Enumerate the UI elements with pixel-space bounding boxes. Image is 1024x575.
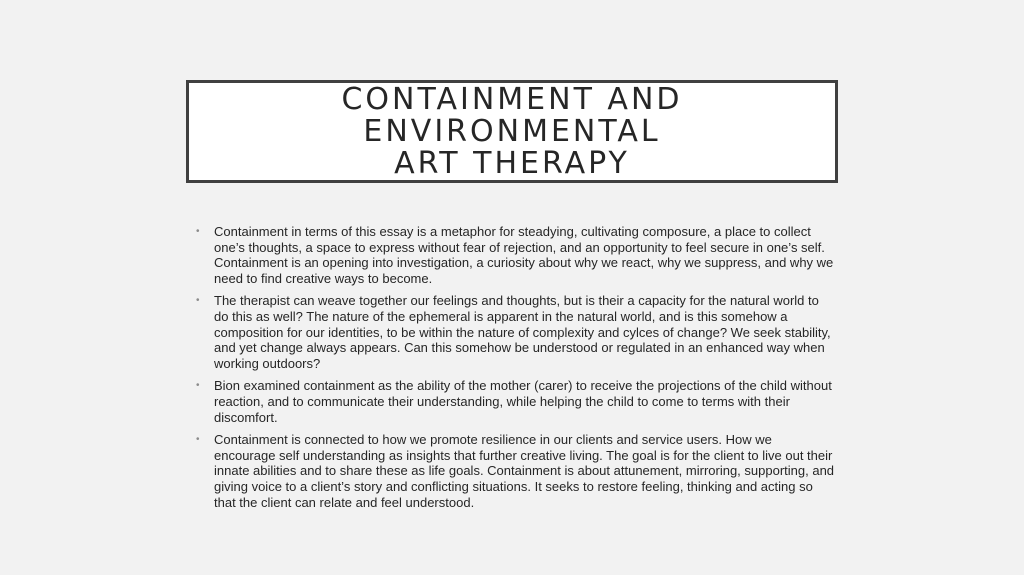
- bullet-text: Containment is connected to how we promote resilience in our clients and service users. How we encourage self understanding as insights that further creative living. The goal is for the client to live out their innate abilities and to share these as life goals. Containment is about attunement, mirroring, supporting, and giving voice to a client’s story and conflicting situations. It seeks to restore feeling, thinking and acting so that the client can relate and feel understood.: [214, 432, 835, 510]
- slide-title-line-1: CONTAINMENT AND ENVIRONMENTAL: [341, 81, 683, 149]
- slide-title-line-2: ART THERAPY: [394, 145, 630, 181]
- bullet-text: Containment in terms of this essay is a metaphor for steadying, cultivating composure, a place to collect one’s thoughts, a space to express without fear of rejection, and an opportunity to feel secure in one’s self. Containment is an opening into investigation, a curiosity about why we react, why we suppress, and why we need to find creative ways to become.: [214, 224, 834, 286]
- bullet-icon: •: [196, 434, 200, 446]
- bullet-icon: •: [196, 380, 200, 392]
- bullet-list: [196, 224, 836, 517]
- slide-title: [189, 81, 835, 181]
- bullet-text: The therapist can weave together our feelings and thoughts, but is their a capacity for the natural world to do this as well? The nature of the ephemeral is apparent in the natural world, and is this somehow a composition for our identities, to be within the nature of complexity and cylces of change? We seek stability, and yet change always appears. Can this somehow be understood or regulated in an enhanced way when working outdoors?: [214, 293, 831, 371]
- bullet-item: [196, 432, 836, 510]
- bullet-icon: •: [196, 226, 200, 237]
- bullet-text: Bion examined containment as the ability of the mother (carer) to receive the projections of the child without reaction, and to communicate their understanding, while helping the child to come to terms with their discomfort.: [214, 378, 832, 425]
- bullet-item: [196, 224, 836, 286]
- bullet-item: [196, 293, 836, 371]
- bullet-icon: •: [196, 295, 200, 307]
- bullet-item: [196, 378, 836, 425]
- title-box: [186, 80, 838, 183]
